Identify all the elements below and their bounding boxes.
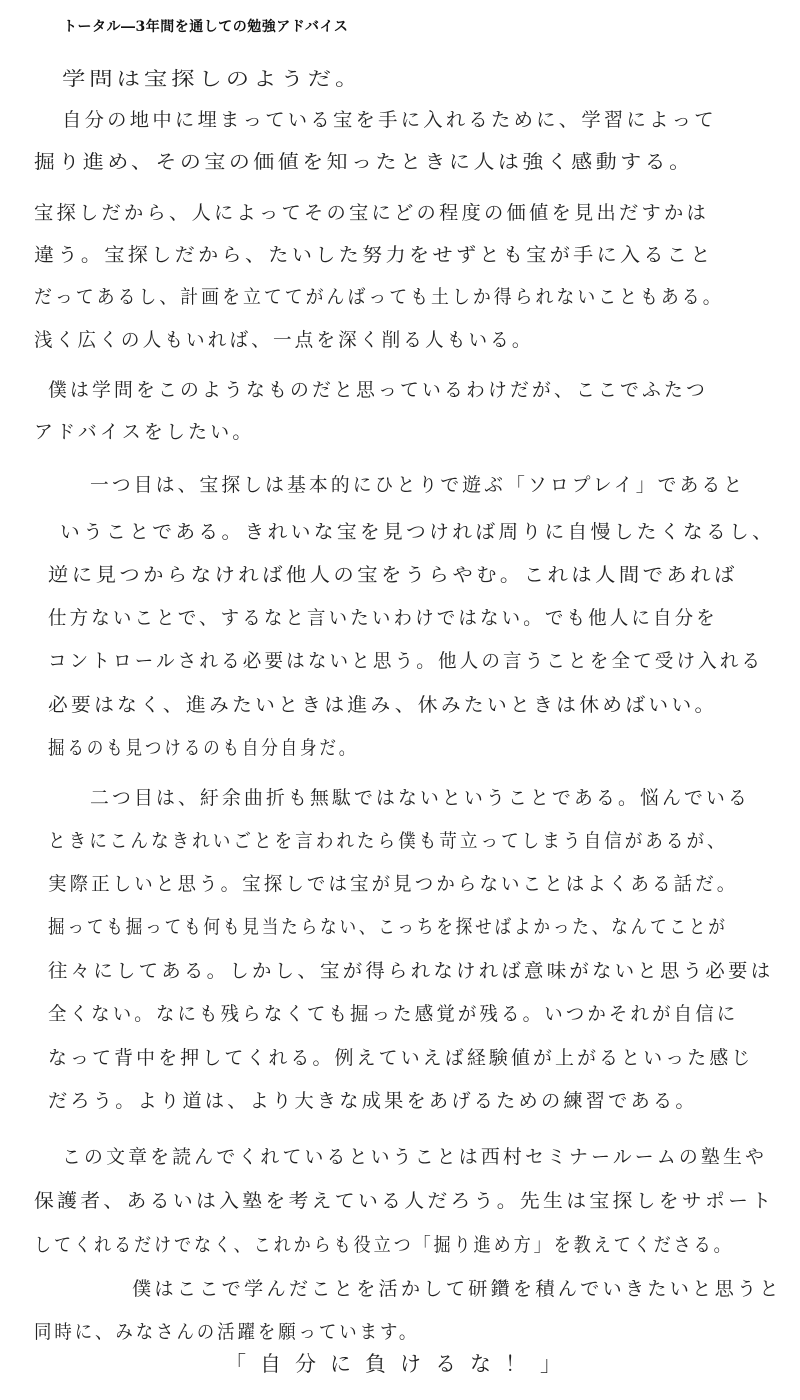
text-line: 浅く広くの人もいれば、一点を深く削る人もいる。 [34, 329, 534, 351]
text-line: してくれるだけでなく、これからも役立つ「掘り進め方」を教えてくださる。 [34, 1234, 734, 1256]
text-line: アドバイスをしたい。 [34, 421, 255, 443]
text-line: 往々にしてある。しかし、宝が得られなければ意味がないと思う必要は [48, 960, 774, 982]
text-line: 保護者、あるいは入塾を考えている人だろう。先生は宝探しをサポート [34, 1190, 775, 1212]
text-line: 掘るのも見つけるのも自分自身だ。 [48, 737, 359, 759]
text-line: 僕は学問をこのようなものだと思っているわけだが、ここでふたつ [48, 379, 709, 401]
text-line: いうことである。きれいな宝を見つければ周りに自慢したくなるし、 [60, 521, 776, 543]
text-line: 逆に見つからなければ他人の宝をうらやむ。これは人間であれば [48, 564, 738, 586]
text-line: 必要はなく、進みたいときは進み、休みたいときは休めばいい。 [48, 694, 718, 716]
text-line: 違う。宝探しだから、たいした努力をせずとも宝が手に入ること [34, 244, 714, 266]
text-line: 二つ目は、紆余曲折も無駄ではないということである。悩んでいる [90, 787, 751, 809]
text-line: 同時に、みなさんの活躍を願っています。 [34, 1321, 420, 1343]
text-line: なって背中を押してくれる。例えていえば経験値が上がるといった感じ [48, 1047, 754, 1069]
text-line: 自分の地中に埋まっている宝を手に入れるために、学習によって [62, 109, 717, 131]
text-line: 実際正しいと思う。宝探しでは宝が見つからないことはよくある話だ。 [48, 873, 739, 895]
text-line: だってあるし、計画を立ててがんばっても土しか得られないこともある。 [34, 286, 724, 308]
text-line: 全くない。なにも残らなくても掘った感覚が残る。いつかそれが自信に [48, 1003, 739, 1025]
text-line: 宝探しだから、人によってその宝にどの程度の価値を見出だすかは [34, 202, 710, 224]
document-title: トータル―3年間を通しての勉強アドバイス [63, 19, 349, 35]
text-line: 仕方ないことで、するなと言いたいわけではない。でも他人に自分を [48, 607, 718, 629]
text-line: 僕はここで学んだことを活かして研鑽を積んでいきたいと思うと [132, 1278, 782, 1300]
text-line: この文章を読んでくれているということは西村セミナールームの塾生や [62, 1146, 768, 1168]
text-line: ときにこんなきれいごとを言われたら僕も苛立ってしまう自信があるが、 [48, 830, 728, 852]
text-line: 一つ目は、宝探しは基本的にひとりで遊ぶ「ソロプレイ」であると [90, 474, 746, 496]
text-line: 掘っても掘っても何も見当たらない、こっちを探せばよかった、なんてことが [48, 916, 728, 938]
text-line: コントロールされる必要はないと思う。他人の言うことを全て受け入れる [48, 650, 764, 672]
text-line: 掘り進め、その宝の価値を知ったときに人は強く感動する。 [34, 151, 694, 173]
text-line: だろう。より道は、より大きな成果をあげるための練習である。 [48, 1090, 698, 1112]
text-line: 学問は宝探しのようだ。 [62, 68, 363, 90]
closing-message: 「自分に負けるな！」 [225, 1352, 575, 1376]
